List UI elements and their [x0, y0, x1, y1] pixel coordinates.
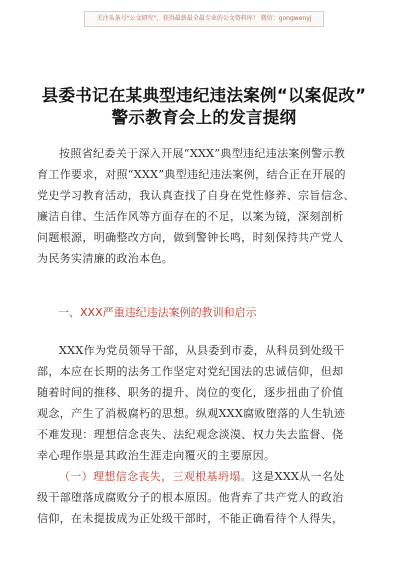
intro-line: 按照省纪委关于深入开展“XXX”典型违纪违法案例警示教 — [59, 147, 346, 160]
section-1-line: 不难发现：理想信念丧失、法纪观念淡漠、权力失去监督、侥 — [37, 428, 344, 441]
intro-paragraph — [37, 143, 374, 269]
subsection-1-line: 级干部堕落成腐败分子的根本原因。他背弃了共产党人的政治 — [37, 491, 344, 504]
subsection-1-line: 信仰，在未提拔成为正处级干部时，不能正确看待个人得失， — [37, 512, 344, 525]
section-1-paragraph — [37, 340, 374, 466]
section-1-line: 观念，产生了消极腐朽的思想。纵观XXX腐败堕落的人生轨迹 — [37, 407, 346, 420]
document-title-line-2: 警示教育会上的发言提纲 — [111, 108, 297, 127]
section-1-line: 随着时间的推移、职务的提升、岗位的变化，逐步扭曲了价值 — [37, 386, 344, 399]
intro-line: 育工作要求，对照“XXX”典型违纪违法案例，结合正在开展的 — [37, 168, 346, 181]
subsection-1-heading: （一）理想信念丧失，三观根基坍塌。 — [59, 470, 252, 483]
intro-line: 党史学习教育活动，我认真查找了自身在党性修养、宗旨信念、 — [37, 189, 355, 202]
document-title-line-1: 县委书记在某典型违纪违法案例“以案促改” — [41, 86, 367, 105]
intro-line: 为民务实清廉的政治本色。 — [37, 252, 174, 265]
section-1-line: XXX作为党员领导干部，从县委到市委，从科员到处级干 — [59, 344, 345, 357]
section-1-line: 部，本应在长期的法务工作坚定对党纪国法的忠诚信仰，但却 — [37, 365, 344, 378]
subsection-1-first-line — [37, 466, 374, 487]
section-heading-1: 一、XXX严重违纪违法案例的教训和启示 — [58, 306, 257, 319]
intro-line: 廉洁自律、生活作风等方面存在的不足，以案为镜，深刻剖析 — [37, 210, 344, 223]
top-banner: 关注头条号“公文研究”，获得最新最全最专业的公文资料库！ 微信：gongwenyj — [84, 11, 324, 27]
subsection-1-paragraph — [37, 466, 374, 529]
subsection-1-text: 这是XXX从一名处 — [251, 470, 345, 483]
intro-line: 问题根源，明确整改方向，做到警钟长鸣，时刻保持共产党人 — [37, 231, 344, 244]
section-1-line: 幸心理作祟是其政治生涯走向覆灭的主要原因。 — [37, 449, 276, 462]
